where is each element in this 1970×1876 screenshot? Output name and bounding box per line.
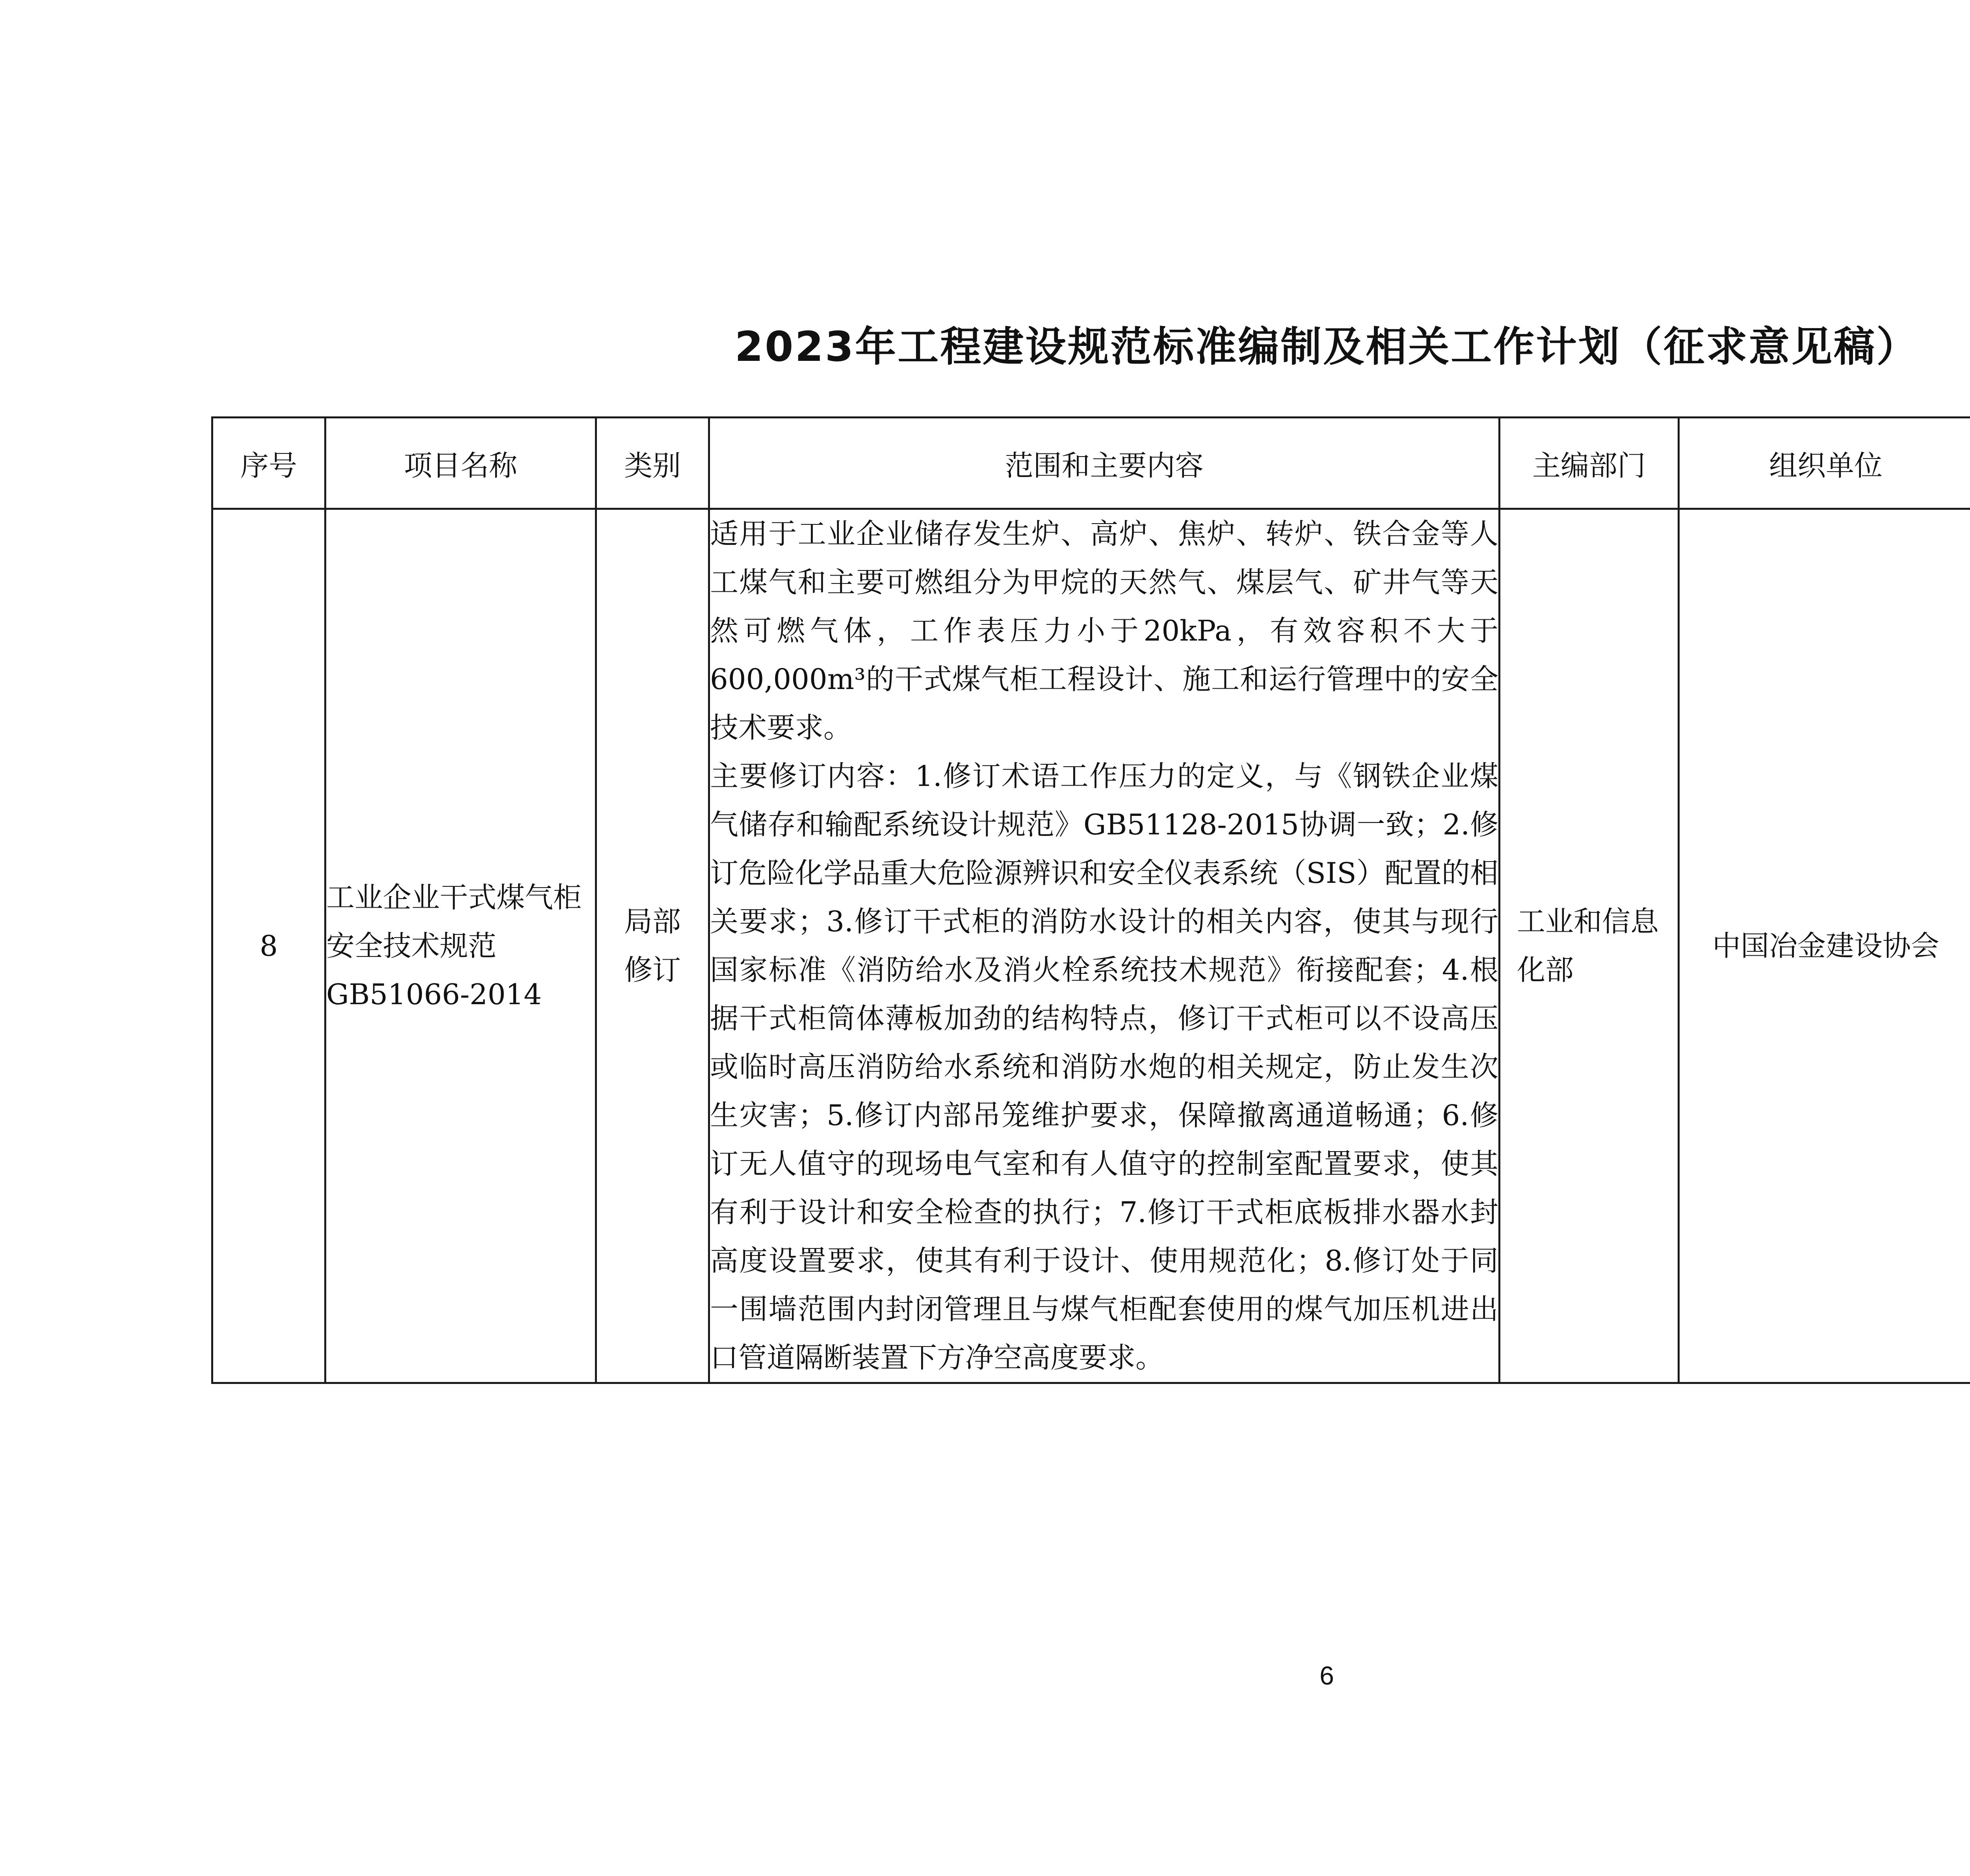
header-project-name: 项目名称 bbox=[325, 418, 596, 509]
header-category: 类别 bbox=[596, 418, 709, 509]
header-seq: 序号 bbox=[212, 418, 325, 509]
cell-category: 局部修订 bbox=[596, 509, 709, 1383]
header-scope: 范围和主要内容 bbox=[709, 418, 1500, 509]
page-title: 2023年工程建设规范标准编制及相关工作计划（征求意见稿） bbox=[734, 323, 1919, 371]
table-header-row bbox=[212, 418, 1970, 509]
scope-paragraph-applicability: 适用于工业企业储存发生炉、高炉、焦炉、转炉、铁合金等人工煤气和主要可燃组分为甲烷的天然气、煤层气、矿井气等天然可燃气体，工作表压力小于20kPa，有效容积不大于600,000m³的干式煤气柜工程设计、施工和运行管理中的安全技术要求。 bbox=[710, 517, 1498, 744]
cell-scope bbox=[709, 509, 1500, 1383]
cell-seq: 8 bbox=[212, 509, 325, 1383]
plan-table bbox=[211, 416, 1970, 1384]
header-department: 主编部门 bbox=[1500, 418, 1679, 509]
table-row bbox=[212, 509, 1970, 1383]
cell-department: 工业和信息化部 bbox=[1500, 509, 1679, 1383]
header-organizer: 组织单位 bbox=[1679, 418, 1970, 509]
cell-project-name: 工业企业干式煤气柜安全技术规范GB51066-2014 bbox=[325, 509, 596, 1383]
cell-organizer: 中国冶金建设协会 bbox=[1679, 509, 1970, 1383]
scope-paragraph-revisions: 主要修订内容：1.修订术语工作压力的定义，与《钢铁企业煤气储存和输配系统设计规范》GB51128-2015协调一致；2.修订危险化学品重大危险源辨识和安全仪表系统（SIS）配置的相关要求；3.修订干式柜的消防水设计的相关内容，使其与现行国家标准《消防给水及消火栓系统技术规范》衔接配套；4.根据干式柜筒体薄板加劲的结构特点，修订干式柜可以不设高压或临时高压消防给水系统和消防水炮的相关规定，防止发生次生灾害；5.修订内部吊笼维护要求，保障撤离通道畅通；6.修订无人值守的现场电气室和有人值守的控制室配置要求，使其有利于设计和安全检查的执行；7.修订干式柜底板排水器水封高度设置要求，使其有利于设计、使用规范化；8.修订处于同一围墙范围内封闭管理且与煤气柜配套使用的煤气加压机进出口管道隔断装置下方净空高度要求。 bbox=[710, 760, 1498, 1374]
page-number: 6 bbox=[1320, 1661, 1334, 1690]
